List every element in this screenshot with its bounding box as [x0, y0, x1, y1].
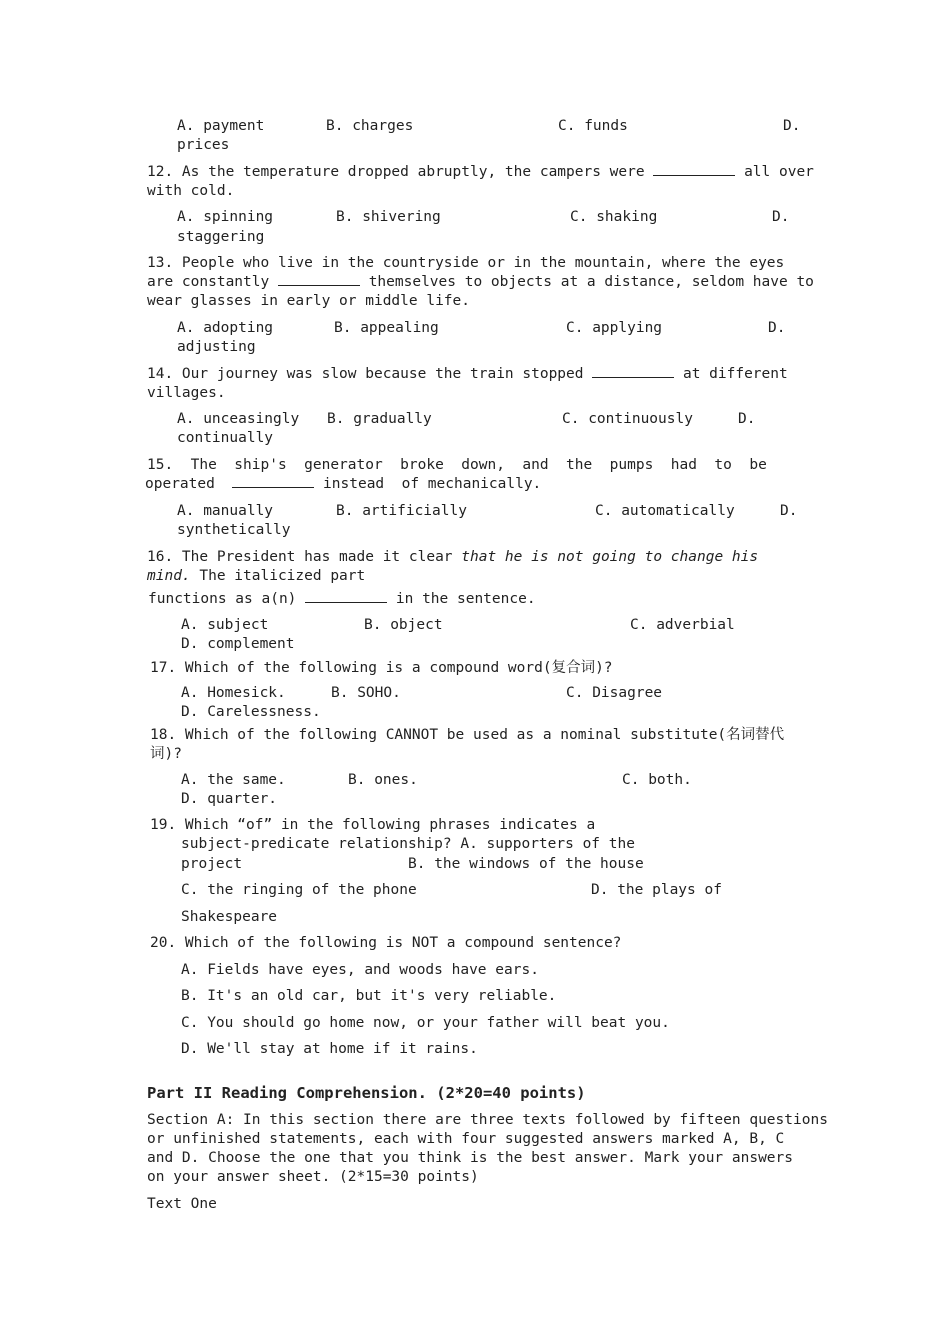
- q17-option-b: B. SOHO.: [331, 685, 401, 701]
- q13-stem-line3: wear glasses in early or middle life.: [147, 293, 471, 309]
- q16-stem-line1: 16. The President has made it clear that he is not going to change his: [147, 549, 759, 565]
- answer-blank: [232, 475, 314, 488]
- answer-blank: [592, 365, 674, 378]
- q15-option-c: C. automatically: [595, 503, 735, 519]
- q19-stem-line1: 19. Which “of” in the following phrases indicates a: [150, 817, 596, 833]
- q20-option-a: A. Fields have eyes, and woods have ears.: [181, 962, 539, 978]
- q19-stem-line2: subject-predicate relationship? A. supporters of the: [181, 836, 635, 852]
- q16-stem-line2: mind. The italicized part: [147, 568, 366, 584]
- answer-blank: [653, 163, 735, 176]
- q14-option-d-text: continually: [177, 430, 274, 446]
- section-a-line2: or unfinished statements, each with four suggested answers marked A, B, C: [147, 1131, 785, 1147]
- q19-option-d-text: Shakespeare: [181, 909, 278, 925]
- q15-stem-line1: 15. The ship's generator broke down, and the pumps had to be: [147, 457, 767, 473]
- section-a-line3: and D. Choose the one that you think is the best answer. Mark your answers: [147, 1150, 794, 1166]
- q20-stem: 20. Which of the following is NOT a compound sentence?: [150, 935, 622, 951]
- q18-stem-line1: 18. Which of the following CANNOT be used as a nominal substitute(名词替代: [150, 727, 785, 743]
- q11-option-d: D.: [783, 118, 801, 134]
- q12-option-c: C. shaking: [570, 209, 658, 225]
- q12-stem-line1: 12. As the temperature dropped abruptly, the campers were all over: [147, 164, 814, 180]
- q19-option-a-end: project: [181, 856, 243, 872]
- q18-option-d: D. quarter.: [181, 791, 278, 807]
- q13-option-c: C. applying: [566, 320, 663, 336]
- q13-option-a: A. adopting: [177, 320, 274, 336]
- q13-option-d: D.: [768, 320, 786, 336]
- q16-option-d: D. complement: [181, 636, 295, 652]
- q20-option-d: D. We'll stay at home if it rains.: [181, 1041, 478, 1057]
- q14-stem-line2: villages.: [147, 385, 226, 401]
- q15-stem-line2: operated instead of mechanically.: [145, 476, 542, 492]
- answer-blank: [305, 590, 387, 603]
- q11-option-d-text: prices: [177, 137, 230, 153]
- q11-option-c: C. funds: [558, 118, 628, 134]
- q12-option-d: D.: [772, 209, 790, 225]
- q14-option-d: D.: [738, 411, 756, 427]
- q16-option-c: C. adverbial: [630, 617, 735, 633]
- q14-stem-line1: 14. Our journey was slow because the train stopped at different: [147, 366, 788, 382]
- answer-blank: [278, 273, 360, 286]
- q19-option-d: D. the plays of: [591, 882, 722, 898]
- q16-option-b: B. object: [364, 617, 443, 633]
- q15-option-a: A. manually: [177, 503, 274, 519]
- q17-option-c: C. Disagree: [566, 685, 663, 701]
- q11-option-b: B. charges: [326, 118, 414, 134]
- q15-option-d: D.: [780, 503, 798, 519]
- q13-stem-line1: 13. People who live in the countryside or in the mountain, where the eyes: [147, 255, 785, 271]
- q20-option-b: B. It's an old car, but it's very reliable.: [181, 988, 557, 1004]
- q20-option-c: C. You should go home now, or your father will beat you.: [181, 1015, 670, 1031]
- q14-option-b: B. gradually: [327, 411, 432, 427]
- q13-option-b: B. appealing: [334, 320, 439, 336]
- q14-option-c: C. continuously: [562, 411, 693, 427]
- section-a-line1: Section A: In this section there are three texts followed by fifteen questions: [147, 1112, 828, 1128]
- q17-option-a: A. Homesick.: [181, 685, 286, 701]
- q18-stem-line2: 词)?: [150, 746, 182, 762]
- q15-option-b: B. artificially: [336, 503, 467, 519]
- q15-option-d-text: synthetically: [177, 522, 291, 538]
- q18-option-a: A. the same.: [181, 772, 286, 788]
- q19-option-c: C. the ringing of the phone: [181, 882, 417, 898]
- q14-option-a: A. unceasingly: [177, 411, 300, 427]
- q16-option-a: A. subject: [181, 617, 269, 633]
- q11-option-a: A. payment: [177, 118, 265, 134]
- q16-stem-line3: functions as a(n) in the sentence.: [148, 591, 536, 607]
- q13-stem-line2: are constantly themselves to objects at a distance, seldom have to: [147, 274, 814, 290]
- text-one-label: Text One: [147, 1196, 217, 1212]
- q17-stem: 17. Which of the following is a compound word(复合词)?: [150, 660, 613, 676]
- q12-option-b: B. shivering: [336, 209, 441, 225]
- q13-option-d-text: adjusting: [177, 339, 256, 355]
- q19-option-b: B. the windows of the house: [408, 856, 644, 872]
- q12-option-d-text: staggering: [177, 229, 265, 245]
- q12-stem-line2: with cold.: [147, 183, 235, 199]
- q18-option-c: C. both.: [622, 772, 692, 788]
- part2-heading: Part II Reading Comprehension. (2*20=40 points): [147, 1084, 586, 1102]
- q17-option-d: D. Carelessness.: [181, 704, 321, 720]
- section-a-line4: on your answer sheet. (2*15=30 points): [147, 1169, 479, 1185]
- q12-option-a: A. spinning: [177, 209, 274, 225]
- q18-option-b: B. ones.: [348, 772, 418, 788]
